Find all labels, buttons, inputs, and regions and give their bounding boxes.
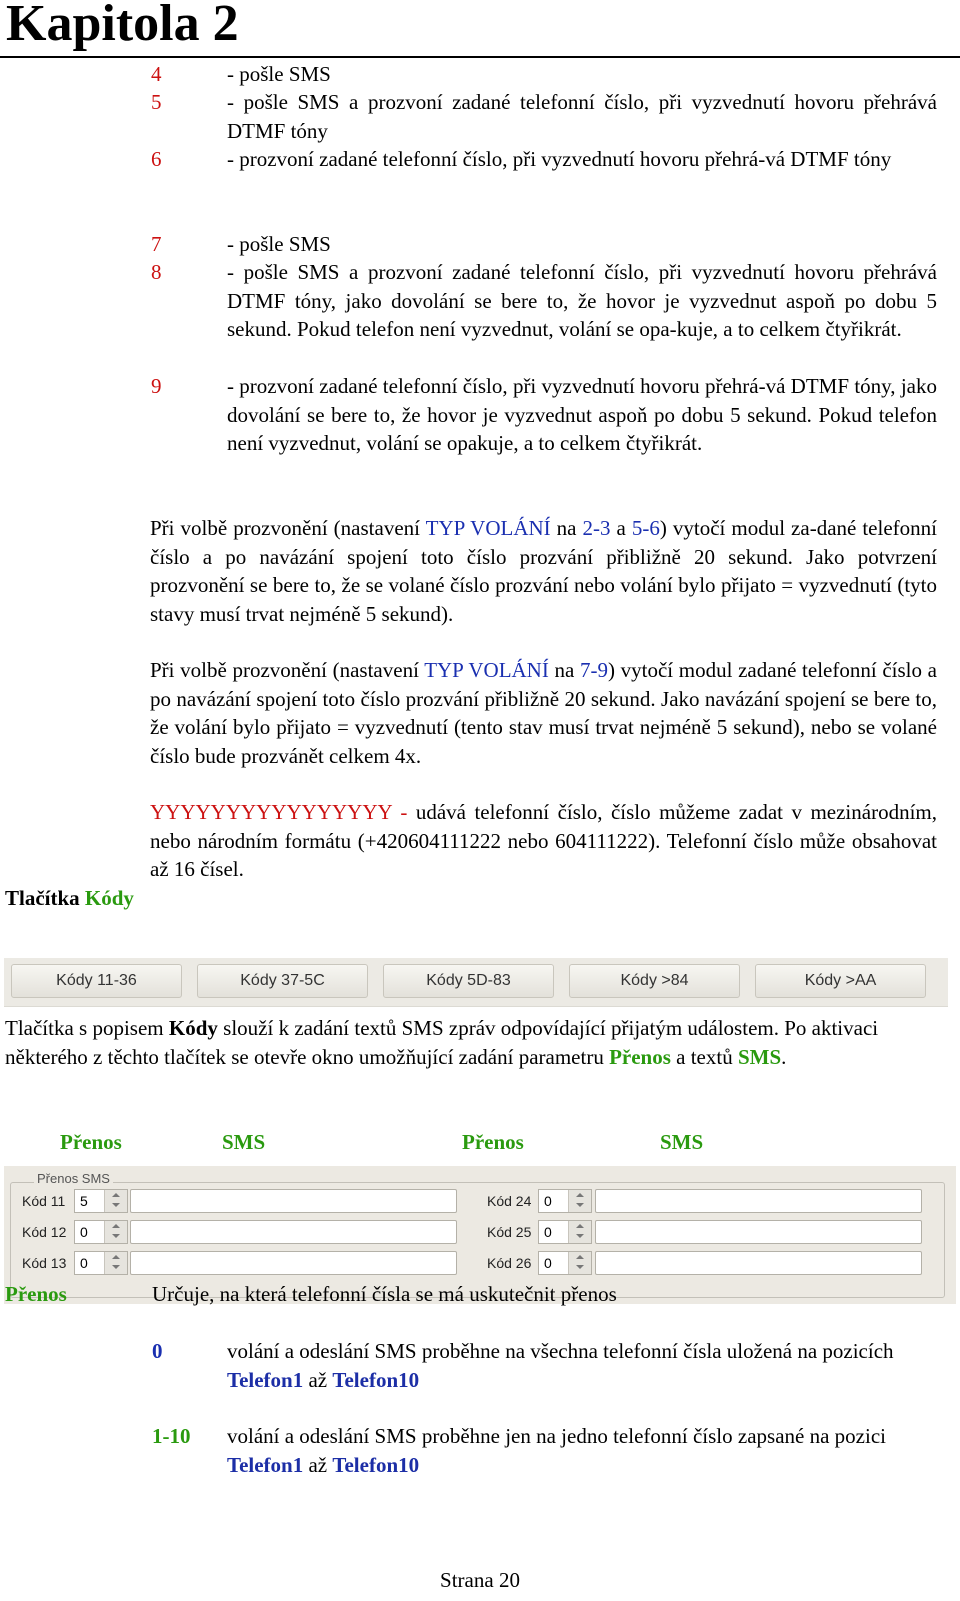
text: volání a odeslání SMS proběhne jen na jedno telefonní číslo zapsané na pozici (227, 1424, 886, 1448)
title-rule (0, 56, 960, 58)
setting-name: TYP VOLÁNÍ (424, 658, 549, 682)
prenos-spinner[interactable] (538, 1251, 592, 1275)
column-header-prenos: Přenos (60, 1130, 122, 1154)
text: volání a odeslání SMS proběhne na všechna telefonní čísla uložená na pozicích (227, 1339, 894, 1363)
spinner-value: 0 (544, 1224, 552, 1240)
kod-label: Kód 11 (22, 1193, 66, 1209)
spinner-arrows-icon[interactable] (104, 1252, 127, 1274)
list-item-text: - pošle SMS (227, 232, 331, 256)
prenos-spinner[interactable] (74, 1251, 128, 1275)
text: slouží k zadání textů SMS zpráv odpovídající přijatým událostem. Po aktivaci některého z těchto tlačítek se otevře okno umožňující zadání parametru (5, 1016, 879, 1069)
sms-text-field[interactable] (130, 1220, 457, 1244)
kody-aa-button[interactable]: Kódy >AA (755, 964, 926, 998)
text: Při volbě prozvonění (nastavení (150, 658, 425, 682)
sms-text-field[interactable] (595, 1251, 922, 1275)
prenos-spinner[interactable] (538, 1189, 592, 1213)
list-num: 6 (151, 147, 162, 171)
text: ) vytočí modul za-dané telefonní číslo a po navázání spojení toto číslo prozvání přibližně 20 sekund. Jako potvrzení prozvonění se bere to, že se volané číslo prozvání nebo volání bylo přijato = vyzvednutí (tyto stavy musí trvat nejméně 5 sekund). (150, 516, 937, 626)
option-description (227, 1337, 937, 1394)
chapter-title: Kapitola 2 (6, 0, 239, 52)
list-num: 7 (151, 232, 162, 256)
text: Telefon10 (332, 1452, 420, 1477)
value-range: 7-9 (579, 658, 608, 682)
sms-text-field[interactable] (595, 1220, 922, 1244)
paragraph-typ-volani-2-6 (150, 514, 937, 628)
text: Kódy (168, 1016, 218, 1040)
spinner-arrows-icon[interactable] (104, 1221, 127, 1243)
kod-label: Kód 25 (487, 1224, 532, 1240)
spinner-value: 0 (544, 1255, 552, 1271)
setting-name: TYP VOLÁNÍ (425, 516, 551, 540)
spinner-arrows-icon[interactable] (104, 1190, 127, 1212)
code-button-bar (4, 958, 948, 1007)
definition-term-prenos: Přenos (5, 1282, 67, 1306)
spinner-arrows-icon[interactable] (568, 1190, 591, 1212)
spinner-arrows-icon[interactable] (568, 1252, 591, 1274)
list-item-text: - pošle SMS a prozvoní zadané telefonní číslo, při vyzvednutí hovoru přehrává DTMF tóny, jako dovolání se bere to, že hovor je vyzvednut aspoň po dobu 5 sekund. Pokud telefon není vyzvednut, volání se opa-kuje, a to celkem čtyřikrát. (227, 260, 937, 342)
kod-label: Kód 26 (487, 1255, 532, 1271)
text: až (303, 1452, 333, 1477)
value-range: 5-6 (631, 516, 660, 540)
text: Telefon10 (332, 1367, 420, 1392)
text: Kódy (84, 886, 134, 910)
sms-text-field[interactable] (130, 1251, 457, 1275)
option-value: 0 (152, 1339, 163, 1363)
phone-placeholder: YYYYYYYYYYYYYYYY (150, 800, 392, 824)
paragraph-phone-number (150, 798, 937, 884)
list-num: 8 (151, 260, 162, 284)
group-legend: Přenos SMS (34, 1171, 113, 1186)
text: na (550, 516, 583, 540)
paragraph-kody-description (5, 1014, 935, 1071)
text: . (781, 1044, 787, 1069)
list-item-text: - pošle SMS a prozvoní zadané telefonní číslo, při vyzvednutí hovoru přehrává DTMF tóny (227, 90, 937, 143)
text: SMS (737, 1044, 782, 1069)
prenos-spinner[interactable] (538, 1220, 592, 1244)
page-number: Strana 20 (440, 1568, 520, 1592)
text: Přenos (609, 1044, 671, 1069)
text: udává telefonní číslo, číslo můžeme zadat v mezinárodním, nebo národním formátu (+420604111222 nebo 604111222). Telefonní číslo může obsahovat až 16 čísel. (150, 800, 937, 882)
spinner-value: 0 (80, 1224, 88, 1240)
kod-label: Kód 24 (487, 1193, 532, 1209)
option-value: 1-10 (152, 1424, 191, 1448)
text: až (303, 1367, 333, 1392)
paragraph-typ-volani-7-9 (150, 656, 937, 770)
list-item-text: - pošle SMS (227, 62, 331, 86)
text: Telefon1 (227, 1452, 304, 1477)
spinner-value: 0 (544, 1193, 552, 1209)
text: a (610, 516, 632, 540)
text: Tlačítka s popisem (5, 1016, 169, 1040)
sms-text-field[interactable] (130, 1189, 457, 1213)
kody-11-36-button[interactable]: Kódy 11-36 (11, 964, 182, 998)
kody-5d-83-button[interactable]: Kódy 5D-83 (383, 964, 554, 998)
list-item-text: - prozvoní zadané telefonní číslo, při vyzvednutí hovoru přehrá-vá DTMF tóny, jako dovolání se bere to, že hovor je vyzvednut aspoň po dobu 5 sekund. Pokud telefon není vyzvednut, volání se opakuje, a to celkem čtyřikrát. (227, 374, 937, 456)
section-heading-kody (5, 884, 134, 913)
text: Tlačítka (5, 886, 85, 910)
column-header-prenos: Přenos (462, 1130, 524, 1154)
list-num: 4 (151, 62, 162, 86)
column-header-sms: SMS (222, 1130, 266, 1154)
list-num: 5 (151, 90, 162, 114)
kod-label: Kód 12 (22, 1224, 67, 1240)
spinner-value: 0 (80, 1255, 88, 1271)
spinner-arrows-icon[interactable] (568, 1221, 591, 1243)
list-num: 9 (151, 374, 162, 398)
spinner-value: 5 (80, 1193, 88, 1209)
text: Při volbě prozvonění (nastavení (150, 516, 426, 540)
list-item-text: - prozvoní zadané telefonní číslo, při vyzvednutí hovoru přehrá-vá DTMF tóny (227, 147, 892, 171)
dash: - (391, 800, 416, 824)
column-header-sms: SMS (660, 1130, 704, 1154)
prenos-spinner[interactable] (74, 1220, 128, 1244)
text: na (548, 658, 580, 682)
kod-label: Kód 13 (22, 1255, 67, 1271)
value-range: 2-3 (582, 516, 611, 540)
definition-desc-prenos: Určuje, na která telefonní čísla se má uskutečnit přenos (152, 1282, 617, 1306)
text: a textů (670, 1044, 738, 1069)
sms-text-field[interactable] (595, 1189, 922, 1213)
text: Telefon1 (227, 1367, 304, 1392)
kody-37-5c-button[interactable]: Kódy 37-5C (197, 964, 368, 998)
text: ) vytočí modul zadané telefonní číslo a po navázání spojení toto číslo prozvání přibližně 20 sekund. Jako navázání spojení se bere to, že volání bylo přijato = vyzvednutí (tento stav musí trvat nejméně 5 sekund), nebo se volané číslo bude prozvánět celkem 4x. (150, 658, 937, 768)
kody-84-button[interactable]: Kódy >84 (569, 964, 740, 998)
option-description (227, 1422, 937, 1479)
prenos-spinner[interactable] (74, 1189, 128, 1213)
